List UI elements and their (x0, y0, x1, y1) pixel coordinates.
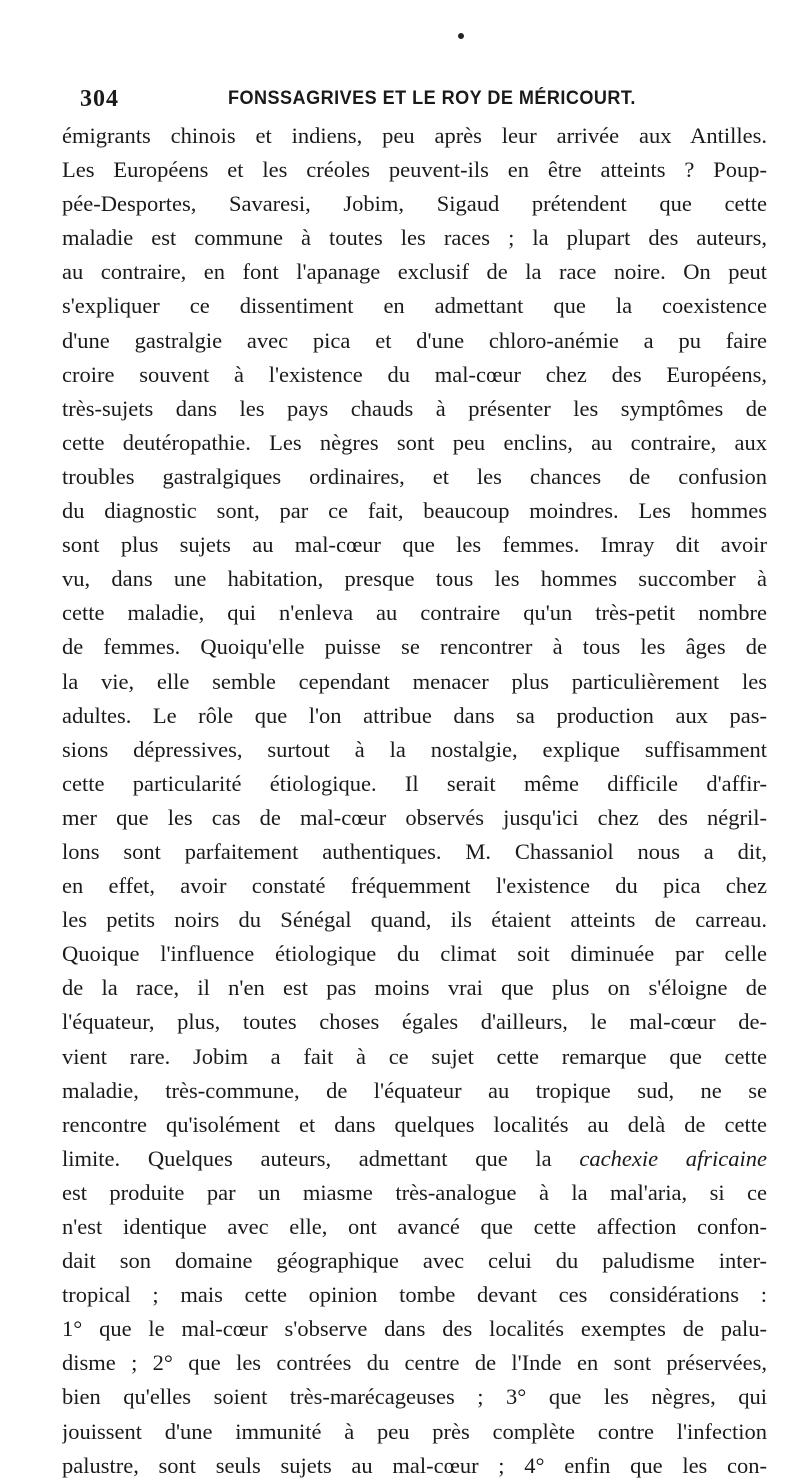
text-line: croire souvent à l'existence du mal-cœur chez des Européens, (62, 361, 767, 387)
text-line: maladie est commune à toutes les races ; la plupart des auteurs, (62, 225, 767, 251)
running-head: FONSSAGRIVES ET LE ROY DE MÉRICOURT. (228, 88, 636, 109)
page-number: 304 (80, 86, 119, 112)
text-line: vu, dans une habitation, presque tous les hommes succomber à (62, 566, 767, 592)
text-line: palustre, sont seuls sujets au mal-cœur ; 4° enfin que les con- (62, 1452, 767, 1478)
text-line: bien qu'elles soient très-marécageuses ; 3° que les nègres, qui (62, 1384, 767, 1410)
text-line: est produite par un miasme très-analogue à la mal'aria, si ce (62, 1179, 767, 1205)
text-line: adultes. Le rôle que l'on attribue dans sa production aux pas- (62, 702, 767, 728)
text-line: sont plus sujets au mal-cœur que les femmes. Imray dit avoir (62, 532, 767, 558)
text-line: vient rare. Jobim a fait à ce sujet cette remarque que cette (62, 1043, 767, 1069)
text-line: mer que les cas de mal-cœur observés jusqu'ici chez des négril- (62, 804, 767, 830)
text-line-with-italic (62, 1142, 767, 1176)
text-line: Les Européens et les créoles peuvent-ils en être atteints ? Poup- (62, 157, 767, 183)
text-line: disme ; 2° que les contrées du centre de l'Inde en sont préservées, (62, 1350, 767, 1376)
text-line: troubles gastralgiques ordinaires, et les chances de confusion (62, 463, 767, 489)
text-line: pée-Desportes, Savaresi, Jobim, Sigaud prétendent que cette (62, 191, 767, 217)
text-line: cette particularité étiologique. Il serait même difficile d'affir- (62, 770, 767, 796)
text-line: jouissent d'une immunité à peu près complète contre l'infection (62, 1418, 767, 1444)
text-line: cette maladie, qui n'enleva au contraire qu'un très-petit nombre (62, 600, 767, 626)
text-line: cette deutéropathie. Les nègres sont peu enclins, au contraire, aux (62, 429, 767, 455)
text-line: lons sont parfaitement authentiques. M. Chassaniol nous a dit, (62, 838, 767, 864)
text-line: dait son domaine géographique avec celui du paludisme inter- (62, 1248, 767, 1274)
text-line: très-sujets dans les pays chauds à présenter les symptômes de (62, 395, 767, 421)
text-line: maladie, très-commune, de l'équateur au tropique sud, ne se (62, 1077, 767, 1103)
text-line: l'équateur, plus, toutes choses égales d'ailleurs, le mal-cœur de- (62, 1009, 767, 1035)
text-line: 1° que le mal-cœur s'observe dans des localités exemptes de palu- (62, 1316, 767, 1342)
body-text (62, 119, 767, 1483)
text-line: de femmes. Quoiqu'elle puisse se rencontrer à tous les âges de (62, 634, 767, 660)
text-line: d'une gastralgie avec pica et d'une chloro-anémie a pu faire (62, 327, 767, 353)
text-line: s'expliquer ce dissentiment en admettant que la coexistence (62, 293, 767, 319)
text-line: au contraire, en font l'apanage exclusif de la race noire. On peut (62, 259, 767, 285)
text-fragment: limite. Quelques auteurs, admettant que la (62, 1145, 580, 1171)
ink-speck (458, 33, 464, 39)
text-line: de la race, il n'en est pas moins vrai que plus on s'éloigne de (62, 975, 767, 1001)
text-line: n'est identique avec elle, ont avancé que cette affection confon- (62, 1214, 767, 1239)
text-line: Quoique l'influence étiologique du climat soit diminuée par celle (62, 941, 767, 967)
text-line: la vie, elle semble cependant menacer plus particulièrement les (62, 668, 767, 694)
italic-term: cachexie africaine (579, 1145, 767, 1171)
text-line: sions dépressives, surtout à la nostalgie, explique suffisamment (62, 736, 767, 762)
text-line: en effet, avoir constaté fréquemment l'existence du pica chez (62, 873, 767, 899)
text-line: les petits noirs du Sénégal quand, ils étaient atteints de carreau. (62, 907, 767, 933)
text-line: du diagnostic sont, par ce fait, beaucoup moindres. Les hommes (62, 498, 767, 524)
page-header (80, 84, 650, 118)
text-line: émigrants chinois et indiens, peu après leur arrivée aux Antilles. (62, 123, 767, 148)
text-line: tropical ; mais cette opinion tombe devant ces considérations : (62, 1282, 767, 1308)
text-line: rencontre qu'isolément et dans quelques localités au delà de cette (62, 1111, 767, 1137)
